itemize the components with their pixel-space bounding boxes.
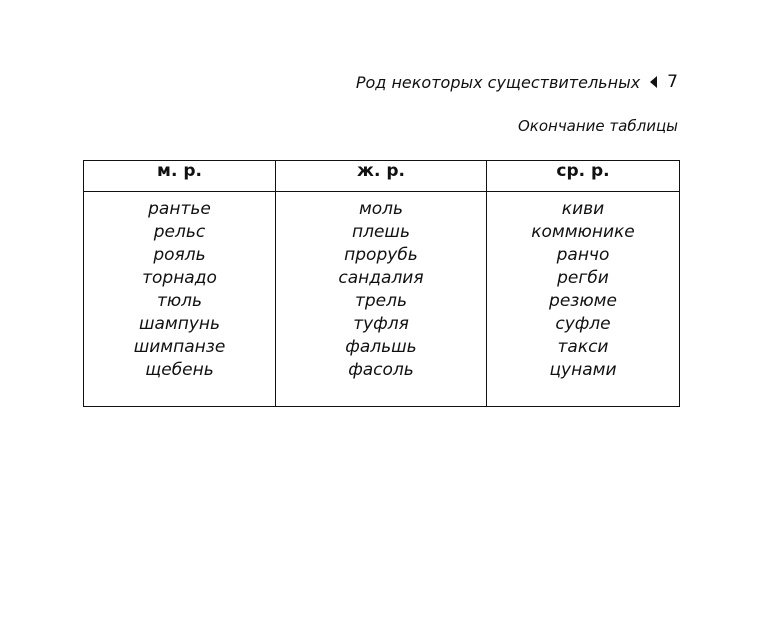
gender-table — [83, 160, 680, 407]
column-heading-feminine: ж. р. — [276, 161, 487, 192]
word-neuter: коммюнике — [531, 222, 635, 242]
table-body-row — [84, 192, 680, 407]
triangle-left-icon — [650, 76, 657, 88]
word-neuter: такси — [557, 337, 609, 357]
word-feminine: прорубь — [344, 245, 418, 265]
column-heading-neuter: ср. р. — [487, 161, 680, 192]
word-feminine: фальшь — [345, 337, 417, 357]
masculine-cell — [84, 192, 276, 407]
word-neuter: киви — [561, 199, 605, 219]
running-head — [356, 72, 678, 92]
word-feminine: фасоль — [348, 360, 414, 380]
word-feminine: моль — [358, 199, 404, 219]
word-masculine: тюль — [156, 291, 203, 311]
word-feminine: трель — [354, 291, 408, 311]
word-feminine: плешь — [351, 222, 410, 242]
word-masculine: рантье — [148, 199, 211, 219]
word-feminine: сандалия — [338, 268, 424, 288]
word-neuter: цунами — [549, 360, 617, 380]
word-masculine: шимпанзе — [133, 337, 226, 357]
word-masculine: рояль — [153, 245, 206, 265]
word-masculine: шампунь — [138, 314, 221, 334]
running-title: Род некоторых существительных — [355, 72, 641, 92]
word-neuter: регби — [557, 268, 609, 288]
feminine-cell — [276, 192, 487, 407]
word-masculine: торнадо — [142, 268, 217, 288]
word-neuter: ранчо — [556, 245, 610, 265]
table-header-row — [84, 161, 680, 192]
word-masculine: рельс — [153, 222, 206, 242]
page-number: 7 — [667, 72, 678, 92]
table-caption: Окончание таблицы — [517, 117, 678, 135]
neuter-cell — [487, 192, 680, 407]
word-masculine: щебень — [145, 360, 214, 380]
column-heading-masculine: м. р. — [84, 161, 276, 192]
word-neuter: суфле — [555, 314, 611, 334]
word-feminine: туфля — [353, 314, 409, 334]
word-neuter: резюме — [549, 291, 617, 311]
